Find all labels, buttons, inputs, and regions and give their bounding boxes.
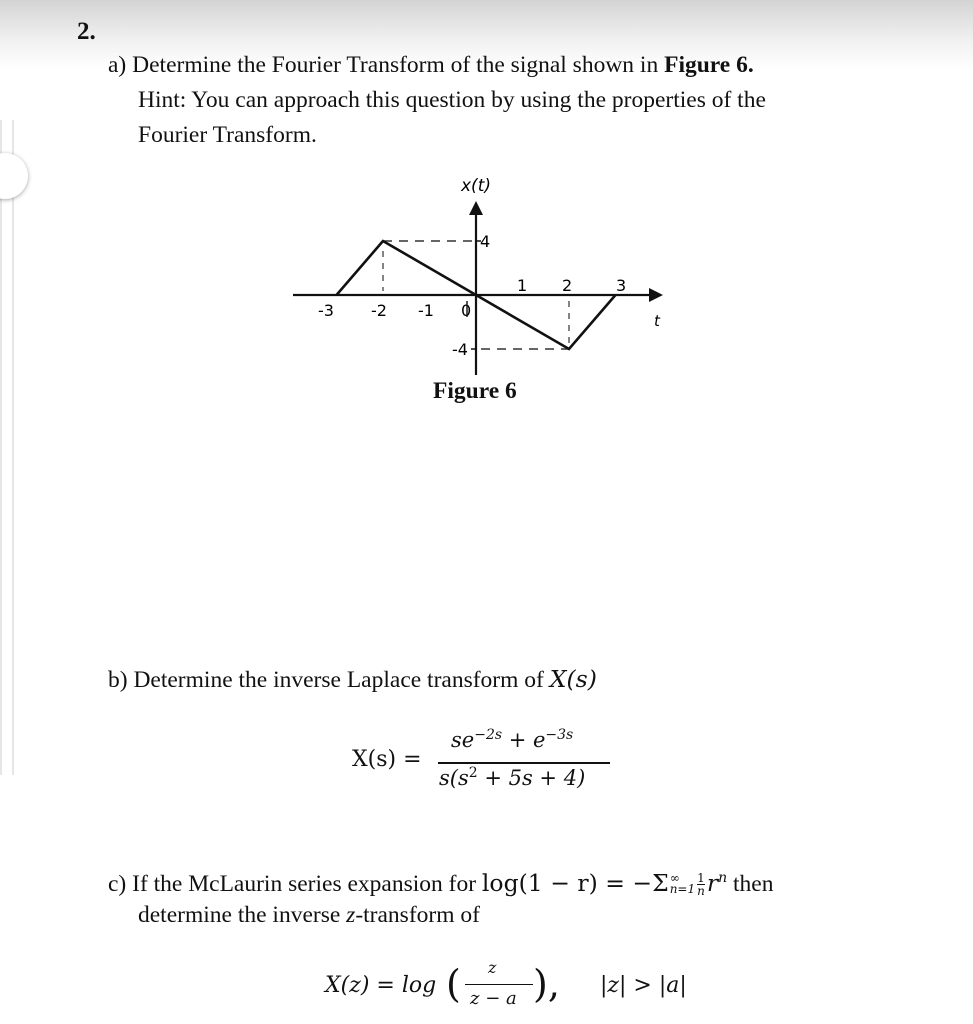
part-b-math: X(s) <box>549 665 597 693</box>
paren-right: ), <box>533 962 560 1006</box>
part-a-text: Determine the Fourier Transform of the signal shown in <box>132 52 665 78</box>
x-tick-0: 0 <box>461 301 472 320</box>
x-tick-2: 2 <box>562 276 573 295</box>
scroll-rail[interactable] <box>0 120 14 775</box>
part-a-hint-cont: Fourier Transform. <box>138 122 317 148</box>
laplace-lhs: X(s) = <box>352 747 422 772</box>
part-c-text: c) If the McLaurin series expansion for <box>108 870 482 897</box>
y-tick-4: 4 <box>480 232 491 251</box>
figure-reference: Figure 6. <box>664 52 754 78</box>
y-tick-neg4: -4 <box>452 340 468 359</box>
laplace-fraction-bar <box>438 762 610 764</box>
x-axis-arrow <box>649 288 663 302</box>
x-tick-neg2: -2 <box>371 301 387 320</box>
part-b-text: b) Determine the inverse Laplace transform of <box>108 667 550 693</box>
part-a-line1 <box>108 47 754 83</box>
ztransform-fraction-bar <box>465 984 533 985</box>
scroll-handle[interactable] <box>0 153 28 199</box>
x-tick-neg3: -3 <box>318 301 334 320</box>
figure-caption: Figure 6 <box>433 378 517 404</box>
paren-left: ( <box>446 962 461 1006</box>
x-tick-1: 1 <box>517 276 528 295</box>
y-axis-arrow <box>469 201 483 215</box>
part-c-line2: determine the inverse z-transform of <box>138 902 480 928</box>
question-number: 2. <box>77 18 96 45</box>
x-axis-label: t <box>654 312 660 330</box>
part-c-line1: c) If the McLaurin series expansion for log(1 − r) = −Σ ∞ n=1 $\frac{1}{n}$ $r^n$ then <box>108 868 774 898</box>
y-axis-label: x(t) <box>461 176 491 196</box>
ztransform-numerator: z <box>488 958 497 977</box>
part-b-line <box>108 661 597 698</box>
part-a-label: a) <box>108 52 127 78</box>
series-expression: log(1 − r) = −Σ ∞ n=1 $\frac{1}{n}$ $r^n$ <box>481 868 728 898</box>
ztransform-lhs: X(z) = log <box>325 973 437 998</box>
part-a-hint: Hint: You can approach this question by using the properties of the <box>138 87 766 113</box>
laplace-denominator: $s(s^2 + 5s + 4)$ <box>439 765 586 790</box>
laplace-numerator: $se^{-2s} + e^{-3s}$ <box>451 727 574 752</box>
ztransform-denominator: z − a <box>470 988 517 1009</box>
x-tick-neg1: -1 <box>418 301 434 320</box>
x-tick-3: 3 <box>616 276 627 295</box>
roc-condition: |z| > |a| <box>600 973 687 998</box>
